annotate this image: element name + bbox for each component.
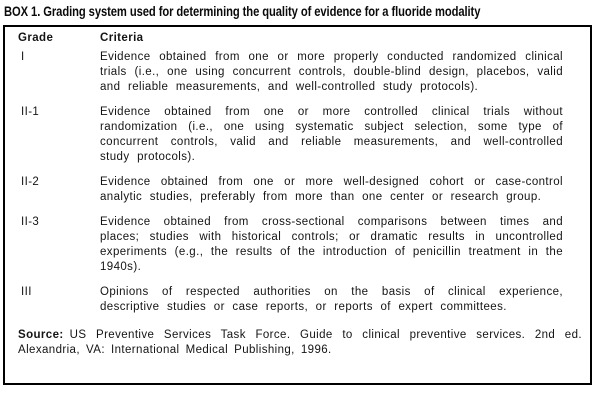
table-row — [18, 285, 582, 315]
source-label: Source: — [18, 329, 64, 341]
criteria-cell: Evidence obtained from one or more properly conducted randomized clinical trials (i.e., one using concurrent controls, double-blind design, placebos, valid and reliable measurements, and well-controlled study protocols). — [100, 51, 563, 93]
box-title: BOX 1. Grading system used for determining the quality of evidence for a fluoride modality — [4, 3, 481, 19]
table-row — [18, 50, 582, 95]
grade-cell: II-2 — [21, 176, 40, 188]
table-row — [18, 175, 582, 205]
criteria-cell: Opinions of respected authorities on the basis of clinical experience, descriptive studies or case reports, or reports of expert committees. — [100, 286, 563, 313]
criteria-cell: Evidence obtained from one or more controlled clinical trials without randomization (i.e., one using systematic subject selection, some type of concurrent controls, valid and reliable measurements, and well-controlled study protocols). — [100, 106, 563, 163]
criteria-column-header: Criteria — [100, 32, 144, 44]
grade-cell: II-3 — [21, 216, 40, 228]
table-row — [18, 105, 582, 165]
table-header-row — [18, 31, 582, 46]
grade-cell: II-1 — [21, 106, 40, 118]
grade-cell: I — [21, 51, 25, 63]
criteria-cell: Evidence obtained from one or more well-designed cohort or case-control analytic studies, preferably from more than one center or research group. — [100, 176, 563, 203]
grading-box — [3, 25, 592, 385]
grade-column-header: Grade — [18, 32, 54, 44]
criteria-cell: Evidence obtained from cross-sectional comparisons between times and places; studies with historical controls; or dramatic results in uncontrolled experiments (e.g., the results of the introduction of penicillin treatment in the 1940s). — [100, 216, 563, 273]
source-text: US Preventive Services Task Force. Guide to clinical preventive services. 2nd ed. Alexandria, VA: International Medical Publishing, 1996. — [18, 329, 582, 356]
grade-cell: III — [21, 286, 32, 298]
source-note — [18, 328, 582, 358]
table-row — [18, 215, 582, 275]
